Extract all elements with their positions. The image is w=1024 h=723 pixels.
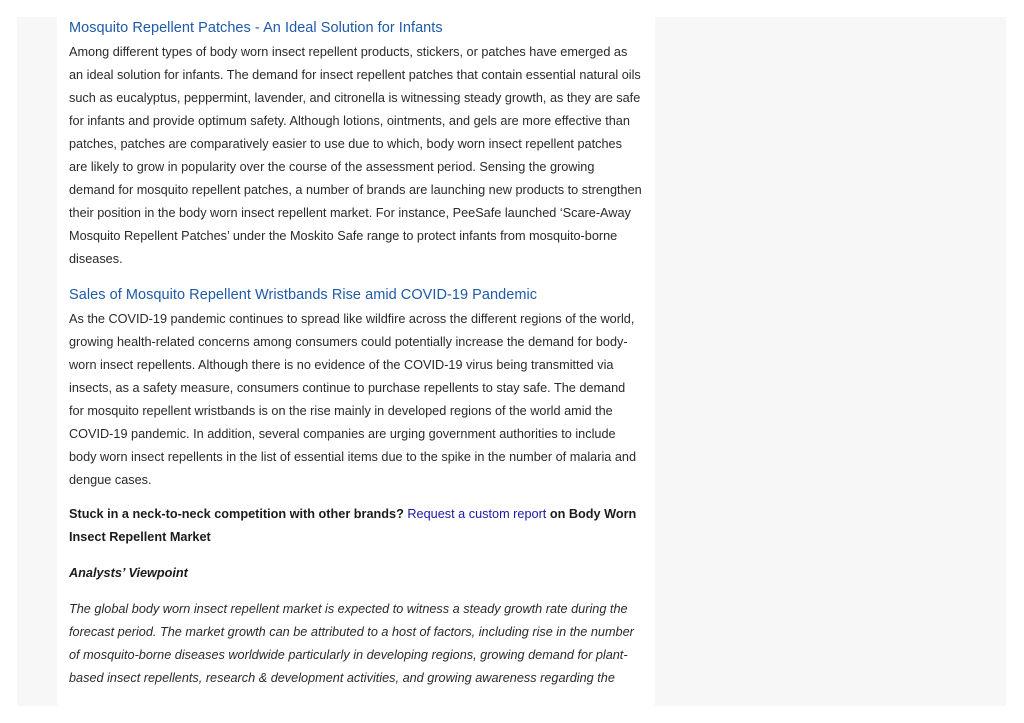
section-heading-wristbands: Sales of Mosquito Repellent Wristbands Rise amid COVID-19 Pandemic bbox=[69, 287, 538, 303]
cta-suffix: on Body Worn Insect Repellent Market bbox=[69, 507, 637, 544]
section-heading-patches: Mosquito Repellent Patches - An Ideal Solution for Infants bbox=[69, 20, 443, 36]
analysts-viewpoint-title: Analysts’ Viewpoint bbox=[69, 566, 188, 580]
sidebar bbox=[655, 17, 1006, 706]
custom-report-callout bbox=[69, 503, 643, 549]
article-content bbox=[57, 17, 655, 706]
section-patches bbox=[69, 17, 643, 271]
cta-prefix: Stuck in a neck-to-neck competition with other brands? bbox=[69, 507, 404, 521]
article-inner bbox=[57, 17, 655, 690]
analysts-viewpoint-body: The global body worn insect repellent market is expected to witness a steady growth rate during the forecast period. The market growth can be attributed to a host of factors, including rise in the number of mosquito-borne diseases worldwide particularly in developing regions, growing demand for plant-based insect repellents, research & development activities, and growing awareness regarding the bbox=[69, 602, 634, 685]
section-body-wristbands: As the COVID-19 pandemic continues to spread like wildfire across the different regions of the world, growing health-related concerns among consumers could potentially increase the demand for body-worn insect repellents. Although there is no evidence of the COVID-19 virus being transmitted via insects, as a safety measure, consumers continue to purchase repellents to stay safe. The demand for mosquito repellent wristbands is on the rise mainly in developed regions of the world amid the COVID-19 pandemic. In addition, several companies are urging government authorities to include body worn insect repellents in the list of essential items due to the spike in the number of malaria and dengue cases. bbox=[69, 312, 637, 487]
section-body-patches: Among different types of body worn insect repellent products, stickers, or patches have emerged as an ideal solution for infants. The demand for insect repellent patches that contain essential natural oils such as eucalyptus, peppermint, lavender, and citronella is witnessing steady growth, as they are safe for infants and provide optimum safety. Although lotions, ointments, and gels are more effective than patches, patches are comparatively easier to use due to which, body worn insect repellent patches are likely to grow in popularity over the course of the assessment period. Sensing the growing demand for mosquito repellent patches, a number of brands are launching new products to strengthen their position in the body worn insect repellent market. For instance, PeeSafe launched ‘Scare-Away Mosquito Repellent Patches’ under the Moskito Safe range to protect infants from mosquito-borne diseases. bbox=[69, 45, 642, 266]
section-wristbands bbox=[69, 271, 643, 492]
request-custom-report-link[interactable]: Request a custom report bbox=[407, 507, 547, 521]
